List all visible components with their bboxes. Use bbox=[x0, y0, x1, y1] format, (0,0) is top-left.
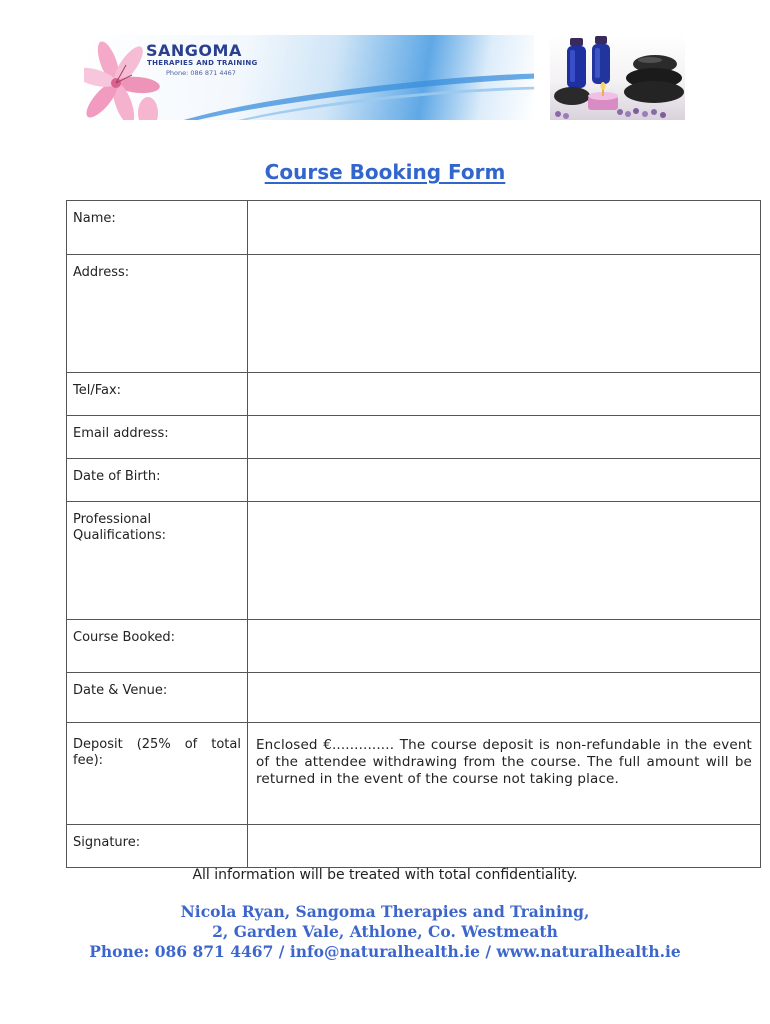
deposit-label: Deposit (25% of total fee): bbox=[67, 723, 248, 825]
hot-stones-photo bbox=[550, 34, 685, 120]
course-booked-field[interactable] bbox=[248, 620, 761, 673]
signature-label: Signature: bbox=[67, 825, 248, 868]
form-row-qualifications bbox=[67, 502, 761, 620]
logo-phone: Phone: 086 871 4467 bbox=[166, 69, 236, 77]
form-row-address bbox=[67, 255, 761, 373]
name-label: Name: bbox=[67, 201, 248, 255]
logo-subtitle: THERAPIES AND TRAINING bbox=[147, 59, 258, 67]
address-label: Address: bbox=[67, 255, 248, 373]
form-row-signature bbox=[67, 825, 761, 868]
footer-contact-line: Phone: 086 871 4467 / info@naturalhealth.ie / www.naturalhealth.ie bbox=[89, 942, 681, 961]
email-field[interactable] bbox=[248, 416, 761, 459]
tel-fax-field[interactable] bbox=[248, 373, 761, 416]
hot-stones-illustration-icon bbox=[550, 34, 685, 120]
footer-contact bbox=[0, 902, 770, 962]
form-row-date-venue bbox=[67, 673, 761, 723]
date-venue-label: Date & Venue: bbox=[67, 673, 248, 723]
address-field[interactable] bbox=[248, 255, 761, 373]
qualifications-field[interactable] bbox=[248, 502, 761, 620]
date-of-birth-field[interactable] bbox=[248, 459, 761, 502]
form-row-name bbox=[67, 201, 761, 255]
date-of-birth-label: Date of Birth: bbox=[67, 459, 248, 502]
form-row-deposit bbox=[67, 723, 761, 825]
date-venue-field[interactable] bbox=[248, 673, 761, 723]
footer-name-line: Nicola Ryan, Sangoma Therapies and Training, bbox=[180, 902, 590, 921]
form-row-date-of-birth bbox=[67, 459, 761, 502]
sangoma-logo-banner bbox=[84, 35, 534, 120]
form-title: Course Booking Form bbox=[264, 160, 506, 184]
form-row-tel-fax bbox=[67, 373, 761, 416]
confidentiality-note: All information will be treated with total confidentiality. bbox=[192, 867, 578, 883]
signature-field[interactable] bbox=[248, 825, 761, 868]
course-booked-label: Course Booked: bbox=[67, 620, 248, 673]
email-label: Email address: bbox=[67, 416, 248, 459]
qualifications-label: Professional Qualifications: bbox=[67, 502, 248, 620]
form-row-course-booked bbox=[67, 620, 761, 673]
booking-form-table bbox=[66, 200, 761, 868]
deposit-terms: Enclosed €.............. The course deposit is non-refundable in the event of the attendee withdrawing from the course. The full amount will be returned in the event of the course not taking place. bbox=[248, 723, 761, 825]
form-row-email bbox=[67, 416, 761, 459]
name-field[interactable] bbox=[248, 201, 761, 255]
logo-title: SANGOMA bbox=[146, 41, 242, 60]
tel-fax-label: Tel/Fax: bbox=[67, 373, 248, 416]
footer-address-line: 2, Garden Vale, Athlone, Co. Westmeath bbox=[212, 922, 558, 941]
